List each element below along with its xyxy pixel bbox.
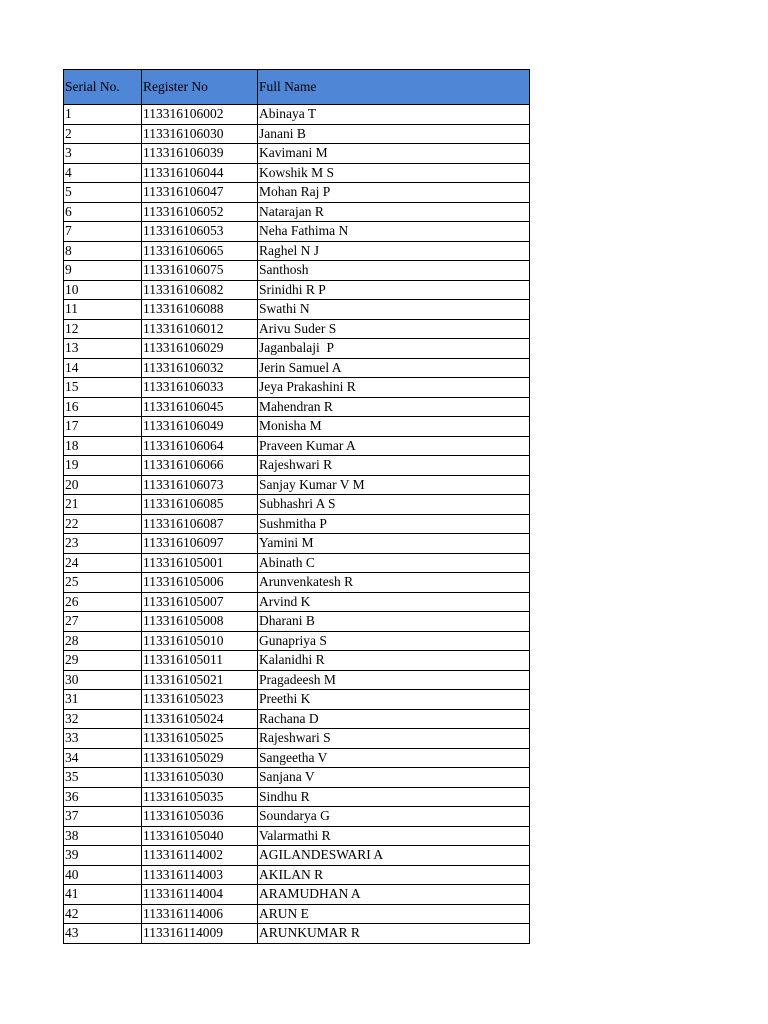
serial-no-cell: 35 xyxy=(64,768,142,788)
serial-no-cell: 43 xyxy=(64,924,142,944)
register-no-cell: 113316106087 xyxy=(142,514,258,534)
table-row xyxy=(64,514,530,534)
serial-no-cell: 12 xyxy=(64,319,142,339)
full-name-cell: Arvind K xyxy=(258,592,530,612)
full-name-cell: Dharani B xyxy=(258,612,530,632)
table-row xyxy=(64,475,530,495)
table-row xyxy=(64,397,530,417)
register-no-cell: 113316105007 xyxy=(142,592,258,612)
serial-no-cell: 17 xyxy=(64,417,142,437)
full-name-cell: AGILANDESWARI A xyxy=(258,846,530,866)
register-no-cell: 113316105024 xyxy=(142,709,258,729)
full-name-cell: Janani B xyxy=(258,124,530,144)
table-row xyxy=(64,904,530,924)
full-name-cell: Kavimani M xyxy=(258,144,530,164)
table-row xyxy=(64,144,530,164)
register-no-cell: 113316106045 xyxy=(142,397,258,417)
full-name-cell: Mohan Raj P xyxy=(258,183,530,203)
register-no-cell: 113316106097 xyxy=(142,534,258,554)
full-name-cell: Raghel N J xyxy=(258,241,530,261)
serial-no-cell: 38 xyxy=(64,826,142,846)
register-no-cell: 113316106029 xyxy=(142,339,258,359)
register-no-cell: 113316105008 xyxy=(142,612,258,632)
full-name-cell: Monisha M xyxy=(258,417,530,437)
full-name-cell: Natarajan R xyxy=(258,202,530,222)
table-row xyxy=(64,417,530,437)
table-row xyxy=(64,241,530,261)
full-name-cell: Pragadeesh M xyxy=(258,670,530,690)
register-no-cell: 113316105025 xyxy=(142,729,258,749)
serial-no-cell: 21 xyxy=(64,495,142,515)
register-no-cell: 113316106065 xyxy=(142,241,258,261)
register-no-cell: 113316114002 xyxy=(142,846,258,866)
table-row xyxy=(64,534,530,554)
serial-no-cell: 42 xyxy=(64,904,142,924)
table-row xyxy=(64,183,530,203)
register-no-cell: 113316105021 xyxy=(142,670,258,690)
table-row xyxy=(64,592,530,612)
register-no-cell: 113316106075 xyxy=(142,261,258,281)
table-row xyxy=(64,787,530,807)
full-name-cell: AKILAN R xyxy=(258,865,530,885)
table-row xyxy=(64,573,530,593)
serial-no-cell: 36 xyxy=(64,787,142,807)
full-name-cell: Sanjay Kumar V M xyxy=(258,475,530,495)
table-row xyxy=(64,729,530,749)
register-no-cell: 113316105006 xyxy=(142,573,258,593)
table-row xyxy=(64,807,530,827)
full-name-cell: Swathi N xyxy=(258,300,530,320)
register-no-cell: 113316105035 xyxy=(142,787,258,807)
serial-no-cell: 33 xyxy=(64,729,142,749)
table-row xyxy=(64,202,530,222)
full-name-cell: Sindhu R xyxy=(258,787,530,807)
serial-no-cell: 11 xyxy=(64,300,142,320)
table-row xyxy=(64,358,530,378)
register-no-cell: 113316106064 xyxy=(142,436,258,456)
header-full-name: Full Name xyxy=(258,70,530,105)
register-no-cell: 113316106044 xyxy=(142,163,258,183)
full-name-cell: Arivu Suder S xyxy=(258,319,530,339)
register-no-cell: 113316105001 xyxy=(142,553,258,573)
serial-no-cell: 10 xyxy=(64,280,142,300)
register-no-cell: 113316106053 xyxy=(142,222,258,242)
serial-no-cell: 40 xyxy=(64,865,142,885)
full-name-cell: Jeya Prakashini R xyxy=(258,378,530,398)
table-row xyxy=(64,748,530,768)
student-table xyxy=(63,69,530,944)
full-name-cell: Praveen Kumar A xyxy=(258,436,530,456)
serial-no-cell: 2 xyxy=(64,124,142,144)
serial-no-cell: 27 xyxy=(64,612,142,632)
serial-no-cell: 29 xyxy=(64,651,142,671)
full-name-cell: Mahendran R xyxy=(258,397,530,417)
serial-no-cell: 8 xyxy=(64,241,142,261)
serial-no-cell: 30 xyxy=(64,670,142,690)
full-name-cell: ARUNKUMAR R xyxy=(258,924,530,944)
table-row xyxy=(64,261,530,281)
register-no-cell: 113316114006 xyxy=(142,904,258,924)
serial-no-cell: 14 xyxy=(64,358,142,378)
serial-no-cell: 32 xyxy=(64,709,142,729)
serial-no-cell: 5 xyxy=(64,183,142,203)
register-no-cell: 113316106047 xyxy=(142,183,258,203)
full-name-cell: Neha Fathima N xyxy=(258,222,530,242)
table-row xyxy=(64,553,530,573)
table-row xyxy=(64,651,530,671)
serial-no-cell: 13 xyxy=(64,339,142,359)
full-name-cell: Sanjana V xyxy=(258,768,530,788)
serial-no-cell: 34 xyxy=(64,748,142,768)
register-no-cell: 113316105036 xyxy=(142,807,258,827)
table-header xyxy=(64,70,530,105)
register-no-cell: 113316106002 xyxy=(142,105,258,125)
serial-no-cell: 39 xyxy=(64,846,142,866)
register-no-cell: 113316106030 xyxy=(142,124,258,144)
serial-no-cell: 31 xyxy=(64,690,142,710)
full-name-cell: Yamini M xyxy=(258,534,530,554)
serial-no-cell: 3 xyxy=(64,144,142,164)
register-no-cell: 113316105010 xyxy=(142,631,258,651)
register-no-cell: 113316106039 xyxy=(142,144,258,164)
register-no-cell: 113316106032 xyxy=(142,358,258,378)
full-name-cell: Gunapriya S xyxy=(258,631,530,651)
full-name-cell: Santhosh xyxy=(258,261,530,281)
full-name-cell: Abinaya T xyxy=(258,105,530,125)
table-row xyxy=(64,885,530,905)
table-row xyxy=(64,222,530,242)
register-no-cell: 113316106052 xyxy=(142,202,258,222)
full-name-cell: Valarmathi R xyxy=(258,826,530,846)
full-name-cell: Abinath C xyxy=(258,553,530,573)
register-no-cell: 113316105030 xyxy=(142,768,258,788)
register-no-cell: 113316106033 xyxy=(142,378,258,398)
full-name-cell: Rachana D xyxy=(258,709,530,729)
table-row xyxy=(64,826,530,846)
table-row xyxy=(64,768,530,788)
serial-no-cell: 25 xyxy=(64,573,142,593)
student-list-sheet xyxy=(63,69,529,944)
register-no-cell: 113316105023 xyxy=(142,690,258,710)
serial-no-cell: 9 xyxy=(64,261,142,281)
full-name-cell: Srinidhi R P xyxy=(258,280,530,300)
serial-no-cell: 26 xyxy=(64,592,142,612)
register-no-cell: 113316114003 xyxy=(142,865,258,885)
table-row xyxy=(64,300,530,320)
serial-no-cell: 41 xyxy=(64,885,142,905)
table-row xyxy=(64,709,530,729)
serial-no-cell: 15 xyxy=(64,378,142,398)
table-row xyxy=(64,436,530,456)
full-name-cell: Rajeshwari S xyxy=(258,729,530,749)
table-row xyxy=(64,280,530,300)
register-no-cell: 113316105011 xyxy=(142,651,258,671)
register-no-cell: 113316106085 xyxy=(142,495,258,515)
header-register-no: Register No xyxy=(142,70,258,105)
full-name-cell: Soundarya G xyxy=(258,807,530,827)
register-no-cell: 113316106012 xyxy=(142,319,258,339)
register-no-cell: 113316106082 xyxy=(142,280,258,300)
full-name-cell: Kalanidhi R xyxy=(258,651,530,671)
table-row xyxy=(64,124,530,144)
full-name-cell: Kowshik M S xyxy=(258,163,530,183)
full-name-cell: Sangeetha V xyxy=(258,748,530,768)
serial-no-cell: 1 xyxy=(64,105,142,125)
table-row xyxy=(64,163,530,183)
full-name-cell: Rajeshwari R xyxy=(258,456,530,476)
header-row xyxy=(64,70,530,105)
table-row xyxy=(64,690,530,710)
table-row xyxy=(64,846,530,866)
full-name-cell: Arunvenkatesh R xyxy=(258,573,530,593)
register-no-cell: 113316105040 xyxy=(142,826,258,846)
register-no-cell: 113316106066 xyxy=(142,456,258,476)
register-no-cell: 113316114004 xyxy=(142,885,258,905)
register-no-cell: 113316106049 xyxy=(142,417,258,437)
register-no-cell: 113316106073 xyxy=(142,475,258,495)
serial-no-cell: 18 xyxy=(64,436,142,456)
table-row xyxy=(64,631,530,651)
table-row xyxy=(64,105,530,125)
register-no-cell: 113316106088 xyxy=(142,300,258,320)
serial-no-cell: 37 xyxy=(64,807,142,827)
table-row xyxy=(64,670,530,690)
serial-no-cell: 22 xyxy=(64,514,142,534)
full-name-cell: ARAMUDHAN A xyxy=(258,885,530,905)
register-no-cell: 113316105029 xyxy=(142,748,258,768)
table-row xyxy=(64,612,530,632)
serial-no-cell: 23 xyxy=(64,534,142,554)
table-body xyxy=(64,105,530,944)
table-row xyxy=(64,865,530,885)
serial-no-cell: 6 xyxy=(64,202,142,222)
table-row xyxy=(64,924,530,944)
full-name-cell: ARUN E xyxy=(258,904,530,924)
table-row xyxy=(64,339,530,359)
full-name-cell: Subhashri A S xyxy=(258,495,530,515)
table-row xyxy=(64,378,530,398)
serial-no-cell: 28 xyxy=(64,631,142,651)
serial-no-cell: 20 xyxy=(64,475,142,495)
full-name-cell: Sushmitha P xyxy=(258,514,530,534)
register-no-cell: 113316114009 xyxy=(142,924,258,944)
full-name-cell: Jaganbalaji P xyxy=(258,339,530,359)
table-row xyxy=(64,319,530,339)
serial-no-cell: 4 xyxy=(64,163,142,183)
serial-no-cell: 24 xyxy=(64,553,142,573)
serial-no-cell: 16 xyxy=(64,397,142,417)
table-row xyxy=(64,495,530,515)
full-name-cell: Jerin Samuel A xyxy=(258,358,530,378)
full-name-cell: Preethi K xyxy=(258,690,530,710)
serial-no-cell: 19 xyxy=(64,456,142,476)
header-serial-no: Serial No. xyxy=(64,70,142,105)
table-row xyxy=(64,456,530,476)
serial-no-cell: 7 xyxy=(64,222,142,242)
